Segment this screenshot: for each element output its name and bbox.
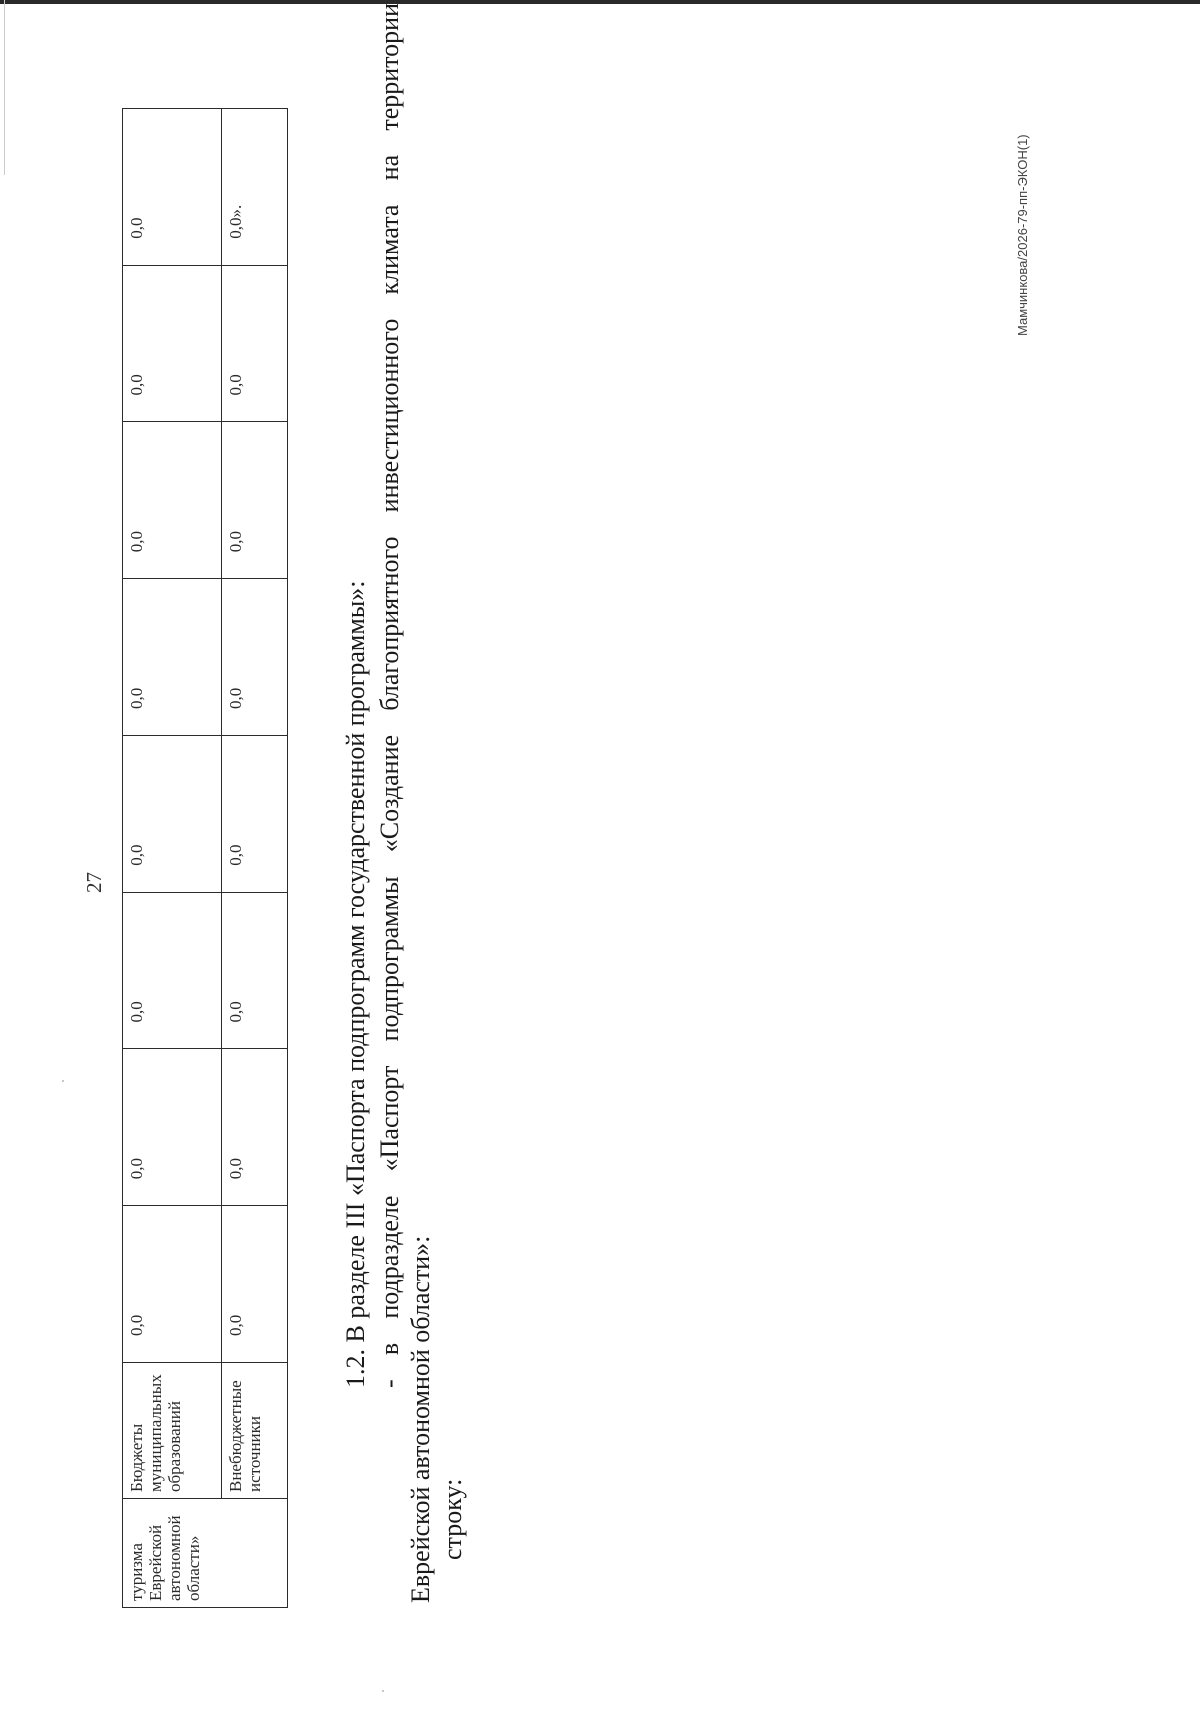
value-cell: 0,0». <box>222 109 288 266</box>
funding-table <box>122 108 288 1608</box>
value-cell: 0,0 <box>222 736 288 893</box>
value-cell: 0,0 <box>123 1049 222 1206</box>
page-number: 27 <box>82 872 106 893</box>
row-label-paragraph: строку: <box>438 1478 467 1560</box>
document-footer-code: Мамчинкова/2026-79-пп-ЭКОН(1) <box>1015 134 1030 336</box>
value-cell: 0,0 <box>222 422 288 579</box>
value-cell: 0,0 <box>123 109 222 266</box>
table-row <box>222 109 288 1608</box>
value-cell: 0,0 <box>222 579 288 736</box>
funding-source-cell: Внебюджетные источники <box>222 1363 288 1499</box>
table-row <box>123 109 222 1608</box>
value-cell: 0,0 <box>222 892 288 1049</box>
section-amendment-paragraph: 1.2. В разделе III «Паспорта подпрограмм государственной программы»: <box>341 580 370 1388</box>
funding-source-cell: Бюджеты муниципальных образований <box>123 1363 222 1499</box>
value-cell: 0,0 <box>123 579 222 736</box>
value-cell: 0,0 <box>123 892 222 1049</box>
value-cell: 0,0 <box>222 265 288 422</box>
value-cell: 0,0 <box>222 1049 288 1206</box>
value-cell: 0,0 <box>123 422 222 579</box>
value-cell: 0,0 <box>123 1206 222 1363</box>
subsection-paragraph-line: - в подразделе «Паспорт подпрограммы «Создание благоприятного инвестиционного климата на территории <box>375 3 404 1388</box>
value-cell: 0,0 <box>222 1206 288 1363</box>
value-cell: 0,0 <box>123 736 222 893</box>
subsection-paragraph-line: Еврейской автономной области»: <box>406 1235 435 1603</box>
program-name-cell: туризма Еврейской автономной области» <box>123 1499 288 1608</box>
value-cell: 0,0 <box>123 265 222 422</box>
